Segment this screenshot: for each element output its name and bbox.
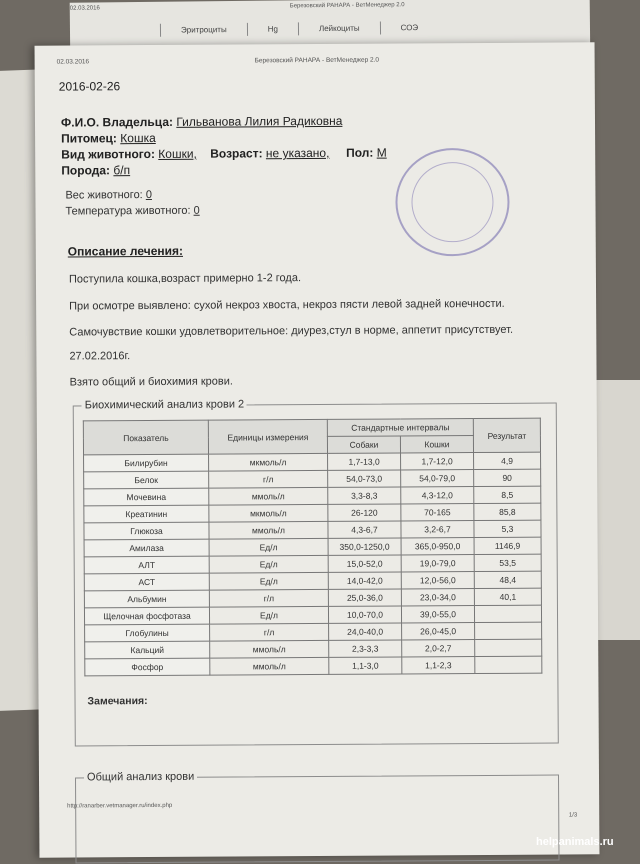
- document-page: [35, 42, 600, 857]
- treatment-line: Поступила кошка,возраст примерно 1-2 года.: [68, 272, 302, 286]
- col-dogs: Собаки: [327, 436, 400, 453]
- cell-dogs: 14,0-42,0: [328, 572, 401, 589]
- cell-cats: 365,0-950,0: [401, 538, 474, 555]
- cell-dogs: 4,3-6,7: [328, 521, 401, 538]
- cell-dogs: 54,0-73,0: [328, 470, 401, 487]
- cell-dogs: 25,0-36,0: [328, 589, 401, 606]
- page-number: 1/3: [568, 812, 578, 819]
- print-title: Березовский РАНАРА - ВетМенеджер 2.0: [254, 56, 380, 65]
- cell-unit: Ед/л: [209, 606, 328, 624]
- treatment-line: 27.02.2016г.: [69, 350, 131, 363]
- cell-cats: 26,0-45,0: [402, 623, 475, 640]
- cell-cats: 19,0-79,0: [401, 555, 474, 572]
- temperature-value: 0: [193, 204, 200, 217]
- cell-dogs: 26-120: [328, 504, 401, 521]
- footer-url: http://ranarber.vetmanager.ru/index.php: [67, 802, 173, 810]
- cell-dogs: 10,0-70,0: [328, 606, 401, 623]
- cell-dogs: 15,0-52,0: [328, 555, 401, 572]
- cell-name: Кальций: [85, 641, 210, 659]
- sex-value: М: [376, 145, 387, 160]
- cell-result: 90: [474, 469, 541, 486]
- treatment-heading: Описание лечения:: [67, 243, 184, 259]
- cell-dogs: 3,3-8,3: [328, 487, 401, 504]
- cell-name: Мочевина: [84, 488, 209, 506]
- cell-result: 85,8: [474, 503, 541, 520]
- right-background-sheet: [592, 380, 640, 640]
- col-cats: Кошки: [400, 436, 473, 453]
- col-indicator: Показатель: [83, 420, 208, 455]
- cell-unit: Ед/л: [209, 555, 328, 573]
- cell-cats: 70-165: [401, 504, 474, 521]
- notes-label: Замечания:: [87, 695, 148, 708]
- breed-value: б/п: [113, 163, 131, 178]
- cell-unit: ммоль/л: [209, 487, 328, 505]
- back-sheet-title: Березовский РАНАРА - ВетМенеджер 2.0: [289, 2, 405, 10]
- owner-name: Гильванова Лилия Радиковна: [176, 113, 343, 129]
- cell-unit: мкмоль/л: [209, 453, 328, 471]
- cell-dogs: 24,0-40,0: [329, 623, 402, 640]
- cell-dogs: 2,3-3,3: [329, 640, 402, 657]
- cell-name: Амилаза: [84, 539, 209, 557]
- cell-name: АЛТ: [84, 556, 209, 574]
- cell-result: 4,9: [474, 452, 541, 469]
- cell-unit: ммоль/л: [210, 640, 329, 658]
- col-units: Единицы измерения: [208, 419, 327, 454]
- page-header: [35, 55, 595, 66]
- owner-label: Ф.И.О. Владельца:: [60, 114, 174, 130]
- breed-label: Порода:: [61, 163, 111, 178]
- cell-unit: г/л: [210, 623, 329, 641]
- col-result: Результат: [473, 418, 540, 452]
- cell-cats: 23,0-34,0: [401, 589, 474, 606]
- vitals: [65, 187, 199, 220]
- print-date: 02.03.2016: [56, 58, 90, 66]
- biochem-section: [73, 397, 559, 747]
- weight-label: Вес животного:: [65, 189, 143, 202]
- cell-unit: г/л: [209, 470, 328, 488]
- tab-hg: Hg: [247, 22, 298, 36]
- age-label: Возраст:: [210, 146, 263, 161]
- cell-result: 8,5: [474, 486, 541, 503]
- cell-unit: Ед/л: [209, 572, 328, 590]
- biochem-legend: Биохимический анализ крови 2: [84, 398, 245, 412]
- clinic-stamp: [395, 148, 510, 257]
- cell-unit: Ед/л: [209, 538, 328, 556]
- cell-dogs: 350,0-1250,0: [328, 538, 401, 555]
- cell-unit: мкмоль/л: [209, 504, 328, 522]
- cbc-section: [75, 769, 560, 864]
- cell-name: Белок: [84, 471, 209, 489]
- cell-unit: ммоль/л: [209, 521, 328, 539]
- cell-cats: 1,7-12,0: [401, 453, 474, 470]
- species-label: Вид животного:: [61, 146, 155, 162]
- cell-result: [474, 605, 541, 622]
- cell-result: 53,5: [474, 554, 541, 571]
- treatment-line: При осмотре выявлено: сухой некроз хвоста, некроз пясти левой задней конечности.: [69, 297, 505, 313]
- watermark: helpanimals.ru: [536, 836, 614, 848]
- cell-result: 1146,9: [474, 537, 541, 554]
- cell-name: Фосфор: [85, 658, 210, 676]
- treatment-line: Самочувствие кошки удовлетворительное: диурез,стул в норме, аппетит присутствует.: [69, 323, 514, 339]
- document-date: 2016-02-26: [58, 79, 121, 94]
- cell-unit: ммоль/л: [210, 657, 329, 675]
- cell-cats: 2,0-2,7: [402, 640, 475, 657]
- cell-name: АСТ: [84, 573, 209, 591]
- cell-name: Креатинин: [84, 505, 209, 523]
- cell-dogs: 1,1-3,0: [329, 657, 402, 674]
- cell-cats: 3,2-6,7: [401, 521, 474, 538]
- tab-erythrocytes: Эритроциты: [160, 23, 247, 37]
- pet-label: Питомец:: [61, 131, 117, 146]
- cell-dogs: 1,7-13,0: [328, 453, 401, 470]
- cell-name: Альбумин: [84, 590, 209, 608]
- cell-cats: 1,1-2,3: [402, 657, 475, 674]
- table-row: [85, 656, 542, 676]
- biochem-table: [83, 418, 543, 677]
- cell-name: Глобулины: [85, 624, 210, 642]
- cell-result: [475, 656, 542, 673]
- cell-result: 5,3: [474, 520, 541, 537]
- weight-value: 0: [145, 189, 152, 202]
- cell-unit: г/л: [209, 589, 328, 607]
- tab-leukocytes: Лейкоциты: [298, 21, 380, 35]
- age-value: не указано,: [265, 145, 330, 161]
- cell-result: 48,4: [474, 571, 541, 588]
- cell-cats: 54,0-79,0: [401, 470, 474, 487]
- cell-result: [475, 639, 542, 656]
- patient-info: [61, 113, 387, 179]
- pet-value: Кошка: [120, 130, 156, 146]
- sex-label: Пол:: [346, 145, 374, 160]
- cell-cats: 12,0-56,0: [401, 572, 474, 589]
- cbc-legend: Общий анализ крови: [86, 770, 195, 784]
- cell-cats: 39,0-55,0: [401, 606, 474, 623]
- cell-cats: 4,3-12,0: [401, 487, 474, 504]
- col-std-intervals: Стандартные интервалы: [327, 419, 473, 437]
- species-value: Кошки,: [158, 146, 197, 161]
- back-sheet-tabs: [160, 21, 438, 37]
- cell-name: Билирубин: [84, 454, 209, 472]
- cell-result: [475, 622, 542, 639]
- temperature-label: Температура животного:: [65, 204, 191, 218]
- tab-esr: СОЭ: [380, 21, 439, 35]
- back-sheet-date: 02.03.2016: [69, 5, 100, 12]
- treatment-line: Взято общий и биохимия крови.: [69, 375, 233, 389]
- cell-name: Щелочная фосфотаза: [84, 607, 209, 625]
- cell-result: 40,1: [474, 588, 541, 605]
- cell-name: Глюкоза: [84, 522, 209, 540]
